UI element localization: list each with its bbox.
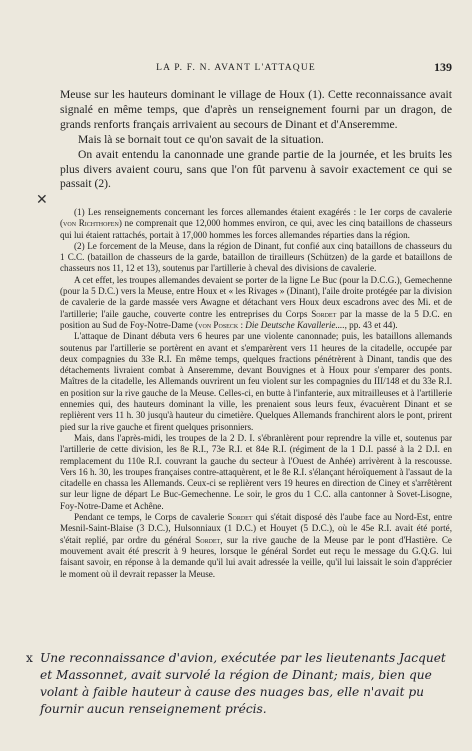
footnote-paragraph: Mais, dans l'après-midi, les troupes de la 2 D. I. s'ébranlèrent pour reprendre la ville et, soutenus par l'artillerie de cette division, les 8e R.I., 73e R.I. et 84e R.I. (régiment de la 1 D.I. passé à la 2 D.I. en remplacement du 110e R.I. couvrant la gauche du secteur à l'Ouest de Anhée) arrivèrent à la rescousse. Vers 16 h. 30, les troupes françaises contre-attaquèrent, et le 8e R.I. s'élançant héroïquement à l'assaut de la citadelle en chassa les Allemands. Ceux-ci se replièrent vers 19 heures en direction de Ciney et s'arrêtèrent sur leur ligne de départ Le Buc-Gemechenne. Le soir, le gros du 1 C.C. alla cantonner à Sovet-Lisogne, Foy-Notre-Dame et Achêne. bbox=[60, 432, 452, 511]
footnotes bbox=[60, 207, 452, 580]
book-title: Die Deutsche Kavallerie.... bbox=[245, 319, 345, 330]
footnote-paragraph bbox=[60, 512, 452, 580]
running-header bbox=[60, 60, 452, 76]
footnote-text: , sur la rive gauche de la Meuse par le pont d'Hastière. Ce mouvement avait été prescrit à 9 heures, lorsque le général Sordet eut reçu le message du G.Q.G. lui faisant savoir, en réponse à la demande qu'il lui avait adressée la veille, qu'il lui laissait le soin d'apprécier le moment où il devrait repasser la Meuse. bbox=[60, 534, 452, 579]
handwritten-annotation bbox=[26, 650, 460, 718]
handwritten-text: Une reconnaissance d'avion, exécutée par les lieutenants Jacquet et Massonnet, avait survolé la région de Dinant; mais, bien que volant à faible hauteur à cause des nuages bas, elle n'avait pu fournir aucun renseignement précis. bbox=[40, 651, 446, 716]
footnote-paragraph: L'attaque de Dinant débuta vers 6 heures par une violente canonnade; puis, les bataillons allemands soutenus par l'artillerie se portèrent en avant et s'emparèrent vers 11 heures de la citadelle, occupée par deux compagnies du 33e R.I. En même temps, quelques fractions pénétrèrent à Dinant, tandis que des détachements livraient combat à Anseremme, devant Bouvignes et à Houx pour s'emparer des ponts. Maîtres de la citadelle, les Allemands ouvrirent un feu violent sur les compagnies du III/148 et du 33e R.I. en position sur la rive gauche de la Meuse. Celles-ci, en butte à l'infanterie, aux mitrailleuses et à l'artillerie ennemies qui, des hauteurs dominant la ville, les prenaient sous leurs feux, évacuèrent Dinant et se replièrent vers 11 h. 30 jusqu'à hauteur du cimetière. Quelques Allemands franchirent alors le pont, prirent pied sur la rive gauche et firent quelques prisonniers. bbox=[60, 331, 452, 432]
footnote-text: ) ne comprenait que 12,000 hommes environ, ce qui, avec les cinq bataillons de chasseurs qui lui étaient rattachés, portait à 17,000 hommes les forces allemandes réparties dans la région. bbox=[60, 218, 452, 240]
footnote-text: qui s'était disposé dès l'aube face au Nord-Est, entre Mesnil-Saint-Blaise (3 D.C.), Hulsonniaux (1 D.C.) et Houyet (5 D.C.), où le 45e R.I. avait été porté, s'était replié, par ordre du général bbox=[60, 512, 452, 545]
footnote-1 bbox=[60, 207, 452, 241]
margin-annotation-mark: ✕ bbox=[36, 192, 48, 208]
paragraph: Mais là se bornait tout ce qu'on savait de la situation. bbox=[78, 132, 324, 146]
general-name: Sordet bbox=[227, 512, 253, 523]
footnote-text: Pendant ce temps, le Corps de cavalerie bbox=[74, 512, 228, 523]
footnote-text: : bbox=[238, 319, 246, 330]
paragraph: Meuse sur les hauteurs dominant le village de Houx (1). Cette reconnaissance avait signalé en même temps, que d'après un renseignement fourni par un dragon, de grands renforts français arrivaient au secours de Dinant et d'Anseremme. bbox=[60, 88, 452, 131]
page-number: 139 bbox=[434, 60, 452, 74]
footnote-text: A cet effet, les troupes allemandes devaient se porter de la ligne Le Buc (pour la D.C.G.), Gemechenne (pour la 5 D.C.) vers la Meuse, entre Houx et « les Rivages » (Dinant), l'aile droite protégée par la division de cavalerie de la garde massée vers Awagne et détachant vers Houx deux escadrons avec des Mi. et de l'artillerie; l'aile gauche, couverte contre les entreprises du Corps bbox=[60, 274, 452, 319]
footnote-text: (1) Les renseignements concernant les forces allemandes étaient exagérés : le 1er corps de cavalerie ( bbox=[60, 207, 452, 229]
footnote-paragraph bbox=[60, 275, 452, 331]
main-text bbox=[60, 88, 452, 192]
footnote-text: par la masse de la 5 D.C. en position au Sud de Foy-Notre-Dame ( bbox=[60, 308, 453, 330]
paragraph: On avait entendu la canonnade une grande partie de la journée, et les bruits les plus divers avaient couru, sans que l'on fût parvenu à savoir exactement ce qui se passait (2). bbox=[60, 147, 452, 191]
running-title: LA P. F. N. AVANT L'ATTAQUE bbox=[156, 63, 316, 73]
general-name: Sordet bbox=[311, 308, 337, 319]
annotation-mark: x bbox=[26, 651, 33, 665]
author-name: von Poseck bbox=[198, 319, 239, 330]
general-name: Sordet bbox=[195, 534, 221, 545]
footnote-text: , pp. 43 et 44). bbox=[344, 319, 398, 330]
footnote-2: (2) Le forcement de la Meuse, dans la région de Dinant, fut confié aux cinq bataillons de chasseurs du 1 C.C. (bataillon de chasseurs de la garde, bataillon de tirailleurs (Schützen) de la garde et bataillons de chasseurs nos 11, 12 et 13), soutenus par l'artillerie à cheval des divisions de cavalerie. bbox=[60, 240, 452, 274]
author-name: von Richthofen bbox=[63, 218, 119, 229]
